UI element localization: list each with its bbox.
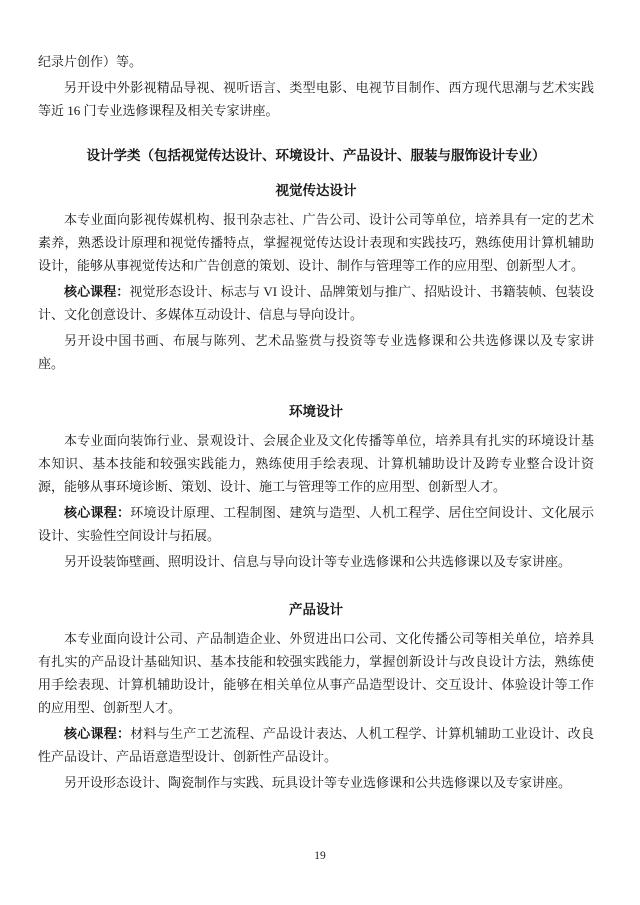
major-electives-paragraph: 另开设装饰壁画、照明设计、信息与导向设计等专业选修课和公共选修课以及专家讲座。 — [64, 554, 572, 569]
major-overview-paragraph: 本专业面向影视传媒机构、报刊杂志社、广告公司、设计公司等单位，培养具有一定的艺术素养，熟悉设计原理和视觉传播特点，掌握视觉传达设计表现和实践技巧，熟练使用计算机辅助设计，能够从事视觉传达和广告创意的策划、设计、制作与管理等工作的应用型、创新型人才。 — [38, 212, 594, 273]
core-courses-paragraph — [38, 722, 594, 768]
prev-section-continuation-line: 纪录片创作）等。 — [38, 54, 143, 69]
major-title: 环境设计 — [289, 404, 343, 419]
core-courses-text: 材料与生产工艺流程、产品设计表达、人机工程学、计算机辅助工业设计、改良性产品设计、产品语意造型设计、创新性产品设计。 — [38, 726, 594, 764]
major-section-visual-communication-design — [38, 179, 594, 375]
core-courses-label: 核心课程： — [64, 284, 130, 299]
core-courses-text: 视觉形态设计、标志与 VI 设计、品牌策划与推广、招贴设计、书籍装帧、包装设计、文化创意设计、多媒体互动设计、信息与导向设计。 — [38, 284, 594, 322]
major-section-product-design — [38, 598, 594, 794]
major-electives-paragraph: 另开设形态设计、陶瓷制作与实践、玩具设计等专业选修课和公共选修课以及专家讲座。 — [64, 775, 572, 790]
major-overview-paragraph: 本专业面向设计公司、产品制造企业、外贸进出口公司、文化传播公司等相关单位，培养具有扎实的产品设计基础知识、基本技能和较强实践能力，掌握创新设计与改良设计方法，熟练使用手绘表现、计算机辅助设计，能够在相关单位从事产品造型设计、交互设计、体验设计等工作的应用型、创新型人才。 — [38, 631, 594, 715]
core-courses-text: 环境设计原理、工程制图、建筑与造型、人机工程学、居住空间设计、文化展示设计、实验性空间设计与拓展。 — [38, 505, 594, 543]
major-electives-paragraph: 另开设中国书画、布展与陈列、艺术品鉴赏与投资等专业选修课和公共选修课以及专家讲座。 — [38, 333, 594, 371]
major-section-environment-design — [38, 400, 594, 573]
page-number: 19 — [314, 850, 326, 862]
core-courses-label: 核心课程： — [64, 726, 131, 741]
core-courses-paragraph — [38, 280, 594, 326]
prev-section-electives-paragraph: 另开设中外影视精品导视、视听语言、类型电影、电视节目制作、西方现代思潮与艺术实践等近 16 门专业选修课程及相关专家讲座。 — [38, 80, 594, 118]
major-title: 产品设计 — [289, 602, 343, 617]
major-overview-paragraph: 本专业面向装饰行业、景观设计、会展企业及文化传播等单位，培养具有扎实的环境设计基本知识、基本技能和较强实践能力，熟练使用手绘表现、计算机辅助设计及跨专业整合设计资源，能够从事环境诊断、策划、设计、施工与管理等工作的应用型、创新型人才。 — [38, 433, 594, 494]
category-heading: 设计学类（包括视觉传达设计、环境设计、产品设计、服装与服饰设计专业） — [86, 148, 546, 163]
core-courses-label: 核心课程： — [64, 505, 131, 520]
major-title: 视觉传达设计 — [275, 183, 357, 198]
core-courses-paragraph — [38, 501, 594, 547]
